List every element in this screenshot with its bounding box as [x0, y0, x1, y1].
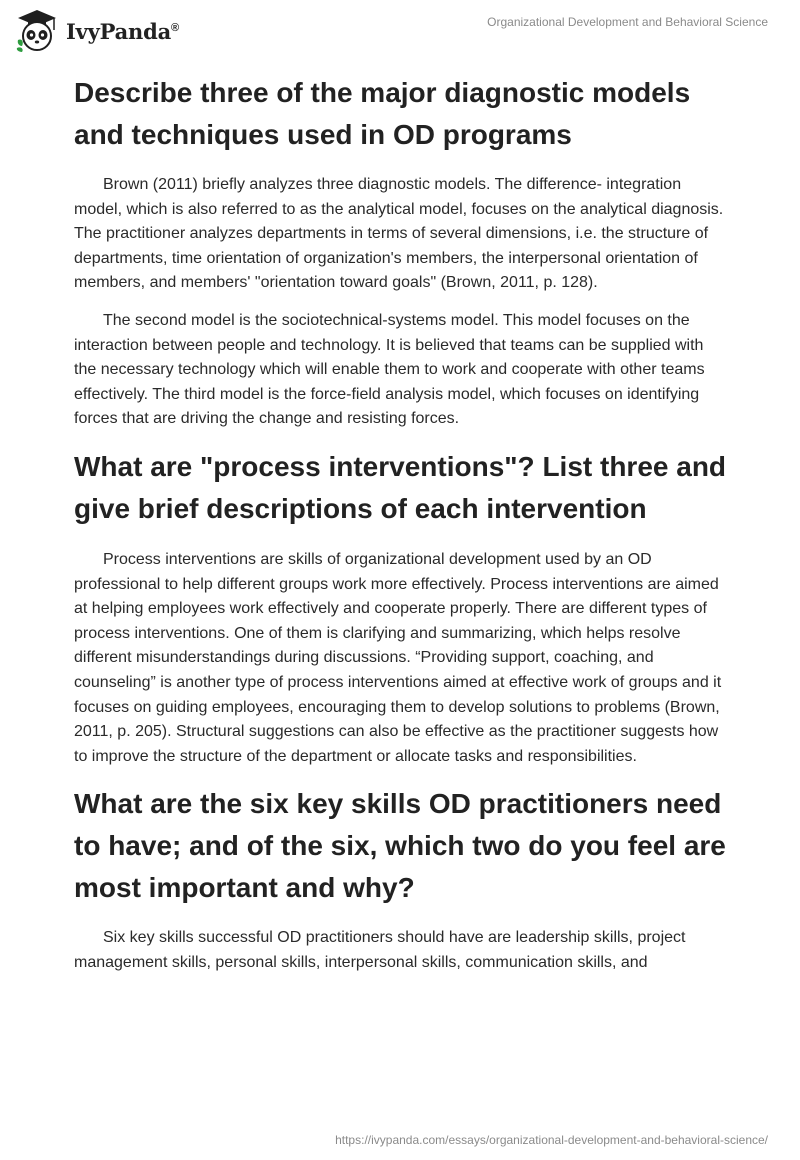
essay-content — [74, 72, 730, 975]
section-heading: What are the six key skills OD practitioners need to have; and of the six, which two do you feel are most important and why? — [74, 788, 726, 904]
brand-logo[interactable] — [14, 8, 179, 54]
panda-icon — [14, 8, 60, 54]
source-url-link[interactable]: https://ivypanda.com/essays/organizational-development-and-behavioral-science/ — [335, 1133, 768, 1147]
paragraph: The second model is the sociotechnical-systems model. This model focuses on the interaction between people and technology. It is believed that teams can be supplied with the necessary technology which will enable them to work and cooperate with other teams effectively. The third model is the force-field analysis model, which focuses on identifying forces that are driving the change and resisting forces. — [74, 311, 705, 428]
paragraph: Brown (2011) briefly analyzes three diagnostic models. The difference- integration model, which is also referred to as the analytical model, focuses on the analytical diagnosis. The practitioner analyzes departments in terms of several dimensions, i.e. the structure of departments, time orientation of organization's members, the interpersonal orientation of members, and members' "orientation toward goals" (Brown, 2011, p. 128). — [74, 176, 724, 292]
paragraph: Six key skills successful OD practitioners should have are leadership skills, project management skills, personal skills, interpersonal skills, communication skills, and — [74, 929, 686, 971]
running-head: Organizational Development and Behavioral Science — [487, 15, 768, 29]
paragraph: Process interventions are skills of organizational development used by an OD professional to help different groups work more effectively. Process interventions are aimed at helping employees work effectively and cooperate properly. There are different types of process interventions. One of them is clarifying and summarizing, which helps resolve different misunderstandings during discussions. “Providing support, coaching, and counseling” is another type of process interventions aimed at effective work of groups and it focuses on guiding employees, encouraging them to develop solutions to problems (Brown, 2011, p. 205). Structural suggestions can also be effective as the practitioner suggests how to improve the structure of the department or allocate tasks and responsibilities. — [74, 550, 722, 765]
section-heading: What are "process interventions"? List three and give brief descriptions of each intervention — [74, 450, 727, 524]
page-header — [0, 0, 800, 70]
section-heading: Describe three of the major diagnostic models and techniques used in OD programs — [74, 77, 691, 150]
brand-name: IvyPanda® — [66, 18, 179, 44]
